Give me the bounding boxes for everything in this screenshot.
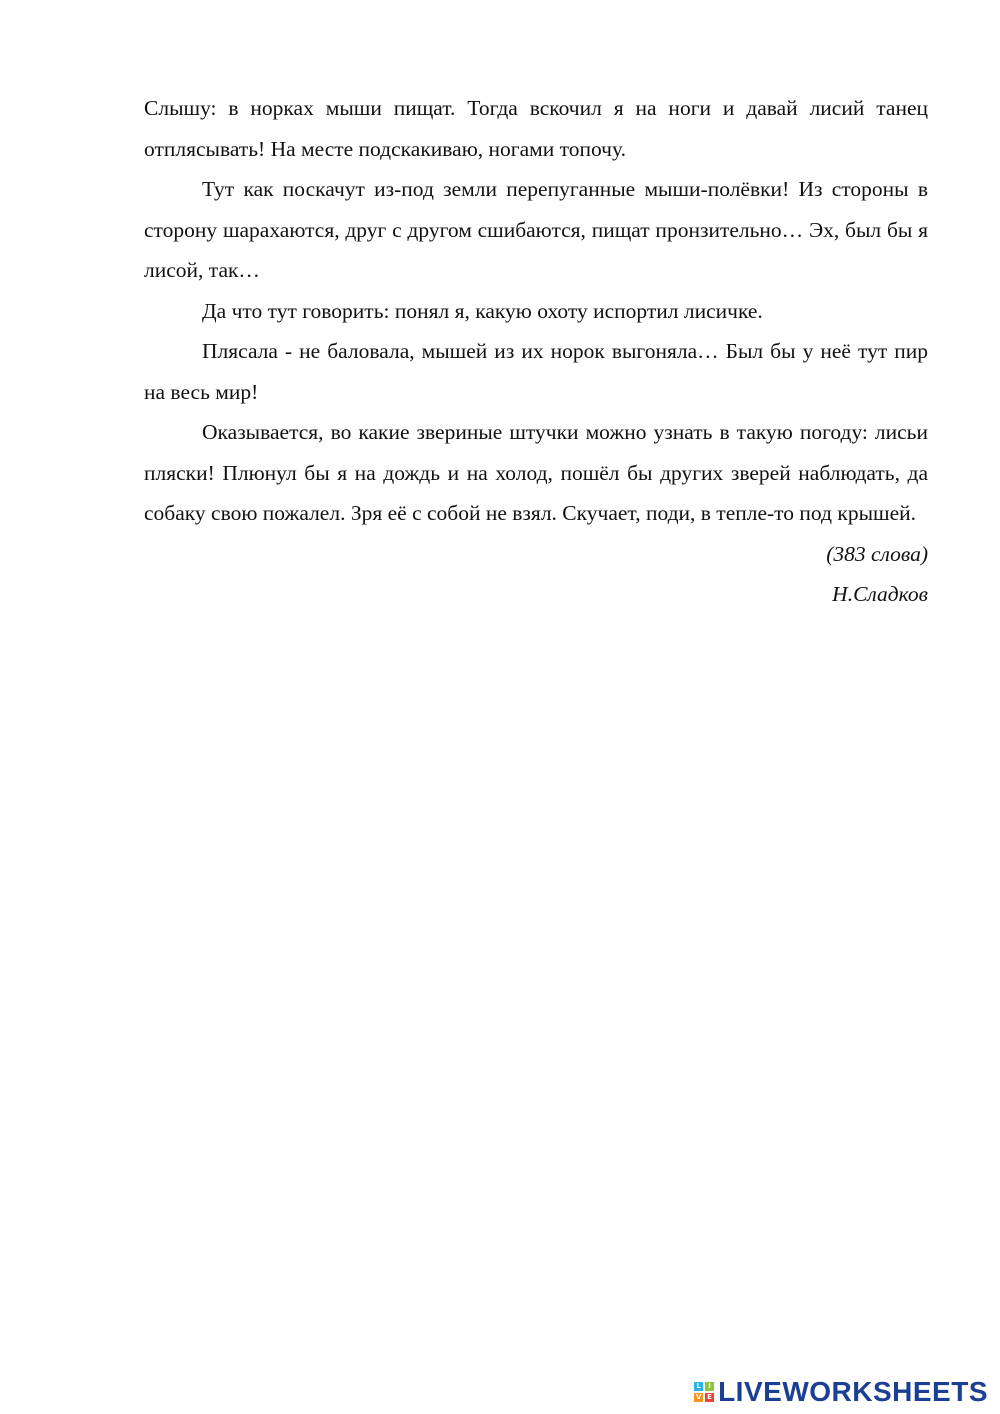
logo-letter-i: I (705, 1382, 714, 1391)
paragraph-1: Слышу: в норках мыши пищат. Тогда вскочил я на ноги и давай лисий танец отплясывать! На месте подскакиваю, ногами топочу. (144, 96, 928, 161)
live-logo-icon (694, 1382, 714, 1402)
paragraph-3: Да что тут говорить: понял я, какую охоту испортил лисичке. (202, 298, 763, 323)
paragraph-4: Плясала - не баловала, мышей из их норок выгоняла… Был бы у неё тут пир на весь мир! (144, 339, 928, 404)
liveworksheets-logo[interactable] (694, 1376, 988, 1408)
logo-letter-e: E (705, 1393, 714, 1402)
paragraph-2: Тут как поскачут из-под земли перепуганные мыши-полёвки! Из стороны в сторону шарахаются, друг с другом сшибаются, пищат пронзительно… Эх, был бы я лисой, так… (144, 177, 928, 282)
logo-letter-l: L (694, 1382, 703, 1391)
paragraph-5: Оказывается, во какие звериные штучки можно узнать в такую погоду: лисьи пляски! Плюнул бы я на дождь и на холод, пошёл бы других зверей наблюдать, да собаку свою пожалел. Зря её с собой не взял. Скучает, поди, в тепле-то под крышей. (144, 420, 928, 525)
document-body (144, 88, 928, 615)
logo-text: LIVEWORKSHEETS (718, 1376, 988, 1407)
logo-letter-v: V (695, 1393, 702, 1401)
word-count: (383 слова) (826, 541, 928, 566)
author-name: Н.Сладков (832, 582, 928, 606)
